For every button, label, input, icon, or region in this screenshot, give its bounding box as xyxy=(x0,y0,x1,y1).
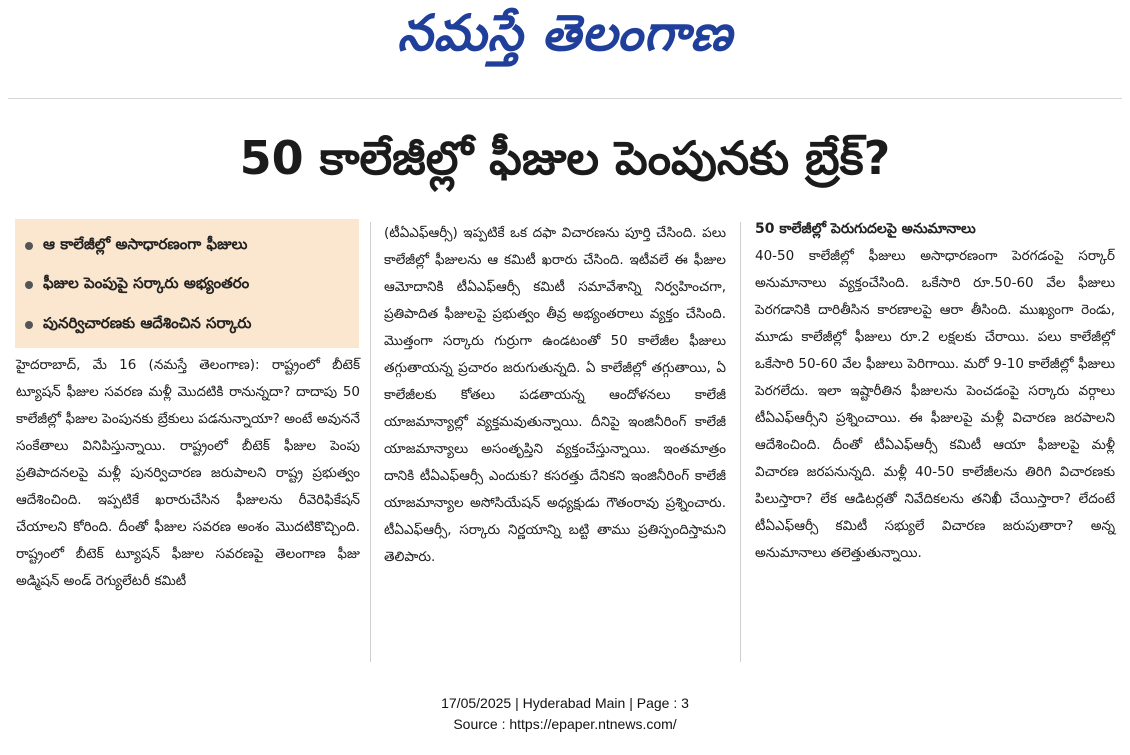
source-link[interactable]: Source : https://epaper.ntnews.com/ xyxy=(453,716,677,732)
highlight-item xyxy=(25,229,247,263)
column-divider xyxy=(740,222,741,662)
highlight-text: పునర్విచారణకు ఆదేశించిన సర్కారు xyxy=(43,314,252,332)
edition-info: 17/05/2025 | Hyderabad Main | Page : 3 xyxy=(441,695,689,711)
article-column-1: హైదరాబాద్, మే 16 (నమస్తే తెలంగాణ): రాష్ట్రంలో బీటెక్ ట్యూషన్ ఫీజుల సవరణ మళ్లీ మొదటికి రానున్నదా? దాదాపు 50 కాలేజీల్లో ఫీజుల పెంపునకు బ్రేకులు పడనున్నాయా? అంటే అవుననే సంకేతాలు వినిపిస్తున్నాయి. రాష్ట్రంలో బీటెక్ ఫీజుల పెంపు ప్రతిపాదనలపై మళ్లీ పునర్విచారణ జరుపాలని రాష్ట్ర ప్రభుత్వం ఆదేశించింది. ఇప్పటికే ఖరారుచేసిన ఫీజులను రీవెరిఫికేషన్ చేయాలని కోరింది. దీంతో ఫీజుల సవరణ అంశం మొదటికొచ్చింది. రాష్ట్రంలో బీటెక్ ట్యూషన్ ఫీజుల సవరణపై తెలంగాణ ఫీజు అడ్మిషన్ అండ్ రెగ్యులేటరీ కమిటీ xyxy=(16,357,360,589)
article-column-3: 40-50 కాలేజీల్లో ఫీజులు అసాధారణంగా పెరగడంపై సర్కార్ అనుమానాలు వ్యక్తంచేసింది. ఒకేసారి రూ.50-60 వేల ఫీజులు పెరగడానికి దారితీసిన కారణాలపై ఆరా తీసింది. ముఖ్యంగా రెండు, మూడు కాలేజీల్లో ఫీజులు రూ.2 లక్షలకు చేరాయి. పలు కాలేజీల్లో ఒకేసారి 50-60 వేల ఫీజులు పెరిగాయి. మరో 9-10 కాలేజీల్లో ఫీజులు పెరగలేదు. ఇలా ఇష్టారీతిన ఫీజులను పెంచడంపై సర్కారు వర్గాలు టీఏఎఫ్ఆర్సీని ప్రశ్నించాయి. ఈ ఫీజులపై మళ్లీ విచారణ జరపాలని ఆదేశించింది. దీంతో టీఏఎఫ్ఆర్సీ కమిటీ ఆయా ఫీజులపై మళ్లీ విచారణ జరపనున్నది. మళ్లీ 40-50 కాలేజీలను తిరిగి విచారణకు పిలుస్తారా? లేక ఆడిటర్లతో నివేదికలను తనిఖీ చేయిస్తారా? లేదంటే టీఏఎఫ్ఆర్సీ కమిటీ సభ్యులే విచారణ జరుపుతారా? అన్న అనుమానాలు తలెత్తుతున్నాయి. xyxy=(755,248,1115,561)
masthead-title: నమస్తే తెలంగాణ xyxy=(397,3,733,62)
column-divider xyxy=(370,222,371,662)
highlight-item xyxy=(25,268,249,302)
masthead-divider xyxy=(8,98,1122,99)
highlights-box xyxy=(15,219,359,348)
highlight-text: ఫీజుల పెంపుపై సర్కారు అభ్యంతరం xyxy=(43,274,250,292)
bullet-icon xyxy=(25,242,33,250)
newspaper-masthead xyxy=(0,0,1130,78)
bullet-icon xyxy=(25,321,33,329)
article-headline: 50 కాలేజీల్లో ఫీజుల పెంపునకు బ్రేక్? xyxy=(239,131,891,185)
bullet-icon xyxy=(25,281,33,289)
column-3-subheading: 50 కాలేజీల్లో పెరుగుదలపై అనుమానాలు xyxy=(755,221,976,237)
article-column-2: (టీఏఎఫ్ఆర్సీ) ఇప్పటికే ఒక దఫా విచారణను పూర్తి చేసింది. పలు కాలేజీల్లో ఫీజులను ఆ కమిటీ ఖరారు చేసింది. ఇటీవలే ఈ ఫీజుల ఆమోదానికి టీఏఎఫ్ఆర్సీ కమిటీ సమావేశాన్ని నిర్వహించగా, ప్రతిపాదిత ఫీజులపై ప్రభుత్వం తీవ్ర అభ్యంతరాలు వ్యక్తం చేసింది. మొత్తంగా సర్కారు గుర్రుగా ఉండటంతో 50 కాలేజీల ఫీజులు తగ్గుతాయన్న ప్రచారం జరుగుతున్నది. ఏ కాలేజీల్లో తగ్గుతాయి, ఏ కాలేజీలకు కోతలు పడతాయన్న ఆందోళనలు కాలేజీ యాజమాన్యాల్లో వ్యక్తమవుతున్నాయి. దీనిపై ఇంజినీరింగ్ కాలేజీ యాజమాన్యాలు అసంతృప్తిని వ్యక్తంచేస్తున్నాయి. ఇంతమాత్రం దానికి టీఏఎఫ్ఆర్సీ ఎందుకు? కసరత్తు దేనికని ఇంజినీరింగ్ కాలేజీ యాజమాన్యాల అసోసియేషన్ అధ్యక్షుడు గౌతంరావు ప్రశ్నించారు. టీఏఎఫ్ఆర్సీ, సర్కారు నిర్ణయాన్ని బట్టి తాము ప్రతిస్పందిస్తామని తెలిపారు. xyxy=(384,225,726,565)
highlight-text: ఆ కాలేజీల్లో అసాధారణంగా ఫీజులు xyxy=(43,235,248,253)
highlight-item xyxy=(25,308,251,342)
